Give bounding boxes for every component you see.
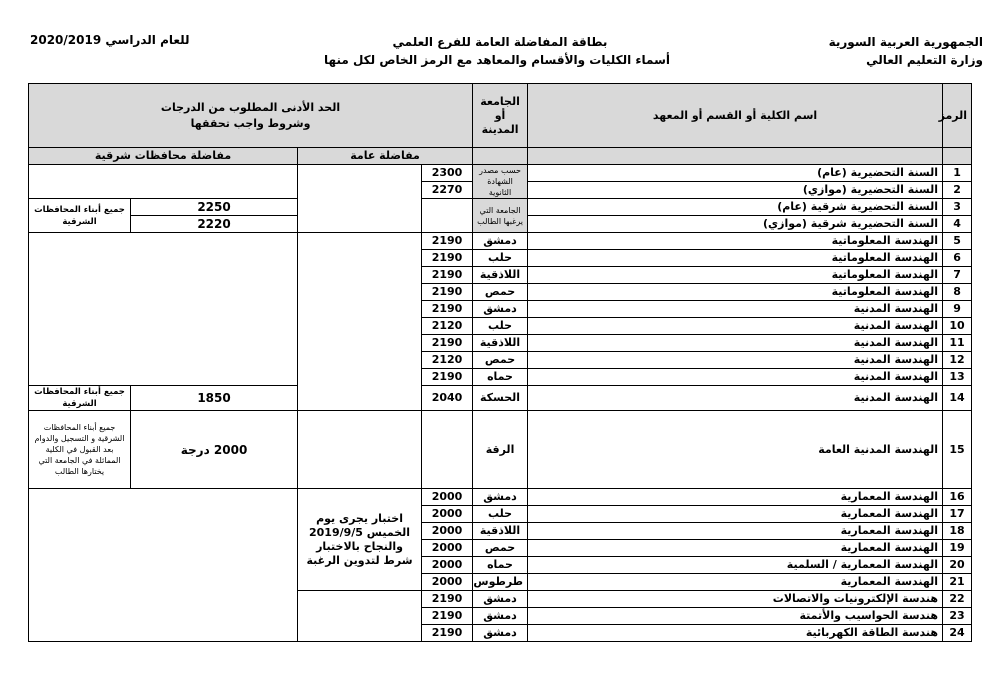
row-score: 2040	[422, 386, 473, 411]
row-score: 2000	[422, 506, 473, 523]
score-empty	[422, 199, 473, 233]
row-code: 13	[943, 369, 972, 386]
row-name: الهندسة المدنية العامة	[528, 411, 943, 489]
card-subtitle: أسماء الكليات والأقسام والمعاهد مع الرمز الخاص لكل منها	[324, 53, 670, 67]
eastern-score: 2000 درجة	[131, 411, 298, 489]
row-name: السنة التحضيرية شرقية (موازي)	[528, 216, 943, 233]
col-min-line1: الحد الأدنى المطلوب من الدرجات	[160, 100, 341, 114]
table-row	[29, 489, 972, 506]
header-right	[829, 33, 983, 69]
row-univ: دمشق	[473, 233, 528, 250]
row-univ: حماه	[473, 369, 528, 386]
row-univ: دمشق	[473, 591, 528, 608]
row-univ: اللاذقية	[473, 267, 528, 284]
row-code: 23	[943, 608, 972, 625]
sub-empty	[528, 148, 943, 165]
row-code: 7	[943, 267, 972, 284]
row-code: 3	[943, 199, 972, 216]
row-score: 2190	[422, 608, 473, 625]
row-name: هندسة الحواسيب والأتمتة	[528, 608, 943, 625]
row-score: 2000	[422, 540, 473, 557]
eastern-note: جميع أبناء المحافظات الشرقية	[29, 386, 131, 411]
row-name: الهندسة المدنية	[528, 386, 943, 411]
row-univ: حلب	[473, 318, 528, 335]
eastern-note: جميع أبناء المحافظات الشرقية	[29, 199, 131, 233]
row-univ: الحسكة	[473, 386, 528, 411]
row-score: 2120	[422, 352, 473, 369]
row-univ: حلب	[473, 506, 528, 523]
row-code: 8	[943, 284, 972, 301]
row-score: 2270	[422, 182, 473, 199]
row-name: هندسة الإلكترونيات والاتصالات	[528, 591, 943, 608]
eastern-score: 2250	[131, 199, 298, 216]
row-name: الهندسة المدنية	[528, 301, 943, 318]
row-code: 17	[943, 506, 972, 523]
eastern-empty	[29, 165, 298, 199]
col-univ-header: الجامعة أو المدينة	[473, 84, 528, 148]
row-name: السنة التحضيرية شرقية (عام)	[528, 199, 943, 216]
univ-choice-note: الجامعة التي يرغبها الطالب	[473, 199, 528, 233]
row-name: الهندسة المعلوماتية	[528, 267, 943, 284]
row-name: الهندسة المدنية	[528, 352, 943, 369]
sub-general-header: مفاضلة عامة	[298, 148, 473, 165]
admission-table	[28, 83, 972, 642]
row-name: السنة التحضيرية (موازي)	[528, 182, 943, 199]
col-name-header: اسم الكلية أو القسم أو المعهد	[528, 84, 943, 148]
row-name: الهندسة المعمارية	[528, 574, 943, 591]
table-row	[29, 165, 972, 182]
table-row	[29, 411, 972, 489]
row-univ: حماه	[473, 557, 528, 574]
row-code: 5	[943, 233, 972, 250]
card-title: بطاقة المفاضلة العامة للفرع العلمي	[392, 35, 608, 49]
row-code: 20	[943, 557, 972, 574]
row-code: 14	[943, 386, 972, 411]
row-univ: اللاذقية	[473, 335, 528, 352]
row-name: الهندسة المعلوماتية	[528, 284, 943, 301]
row-univ: حمص	[473, 284, 528, 301]
row-code: 4	[943, 216, 972, 233]
eastern-empty	[29, 489, 298, 642]
row-score: 2000	[422, 557, 473, 574]
eastern-note-long: جميع أبناء المحافظات الشرقية و التسجيل والدوام بعد القبول في الكلية المماثلة في الجامعة التي يختارها الطالب	[29, 411, 131, 489]
row-code: 1	[943, 165, 972, 182]
row-name: السنة التحضيرية (عام)	[528, 165, 943, 182]
col-min-line2: وشروط واجب تحققها	[190, 116, 311, 130]
year-value: 2020/2019	[30, 33, 102, 47]
general-empty	[298, 591, 422, 642]
row-code: 24	[943, 625, 972, 642]
col-min-header	[29, 84, 473, 148]
row-code: 19	[943, 540, 972, 557]
row-univ: طرطوس	[473, 574, 528, 591]
row-score: 2000	[422, 574, 473, 591]
general-empty	[298, 233, 422, 411]
eastern-score: 1850	[131, 386, 298, 411]
eastern-score: 2220	[131, 216, 298, 233]
row-name: الهندسة المدنية	[528, 335, 943, 352]
score-empty	[422, 411, 473, 489]
row-score: 2120	[422, 318, 473, 335]
row-score: 2190	[422, 591, 473, 608]
sub-empty	[943, 148, 972, 165]
row-name: الهندسة المعمارية	[528, 506, 943, 523]
row-code: 6	[943, 250, 972, 267]
row-score: 2190	[422, 625, 473, 642]
by-cert-note: حسب مصدر الشهادة الثانوية	[473, 165, 528, 199]
republic-name: الجمهورية العربية السورية	[828, 35, 983, 49]
row-score: 2190	[422, 284, 473, 301]
row-code: 22	[943, 591, 972, 608]
row-score: 2000	[422, 489, 473, 506]
row-score: 2190	[422, 335, 473, 352]
row-code: 21	[943, 574, 972, 591]
table-row	[29, 386, 972, 411]
row-code: 9	[943, 301, 972, 318]
row-score: 2190	[422, 233, 473, 250]
row-code: 16	[943, 489, 972, 506]
row-name: الهندسة المعمارية / السلمية	[528, 557, 943, 574]
eastern-empty	[29, 233, 298, 386]
row-code: 11	[943, 335, 972, 352]
row-univ: الرقة	[473, 411, 528, 489]
row-score: 2300	[422, 165, 473, 182]
ministry-name: وزارة التعليم العالي	[866, 53, 983, 67]
row-univ: دمشق	[473, 489, 528, 506]
row-score: 2000	[422, 523, 473, 540]
row-code: 2	[943, 182, 972, 199]
table-row	[29, 199, 972, 216]
row-name: الهندسة المدنية	[528, 369, 943, 386]
row-name: هندسة الطاقة الكهربائية	[528, 625, 943, 642]
row-code: 15	[943, 411, 972, 489]
col-code-header: الرمز	[943, 84, 972, 148]
row-code: 10	[943, 318, 972, 335]
row-univ: دمشق	[473, 608, 528, 625]
row-name: الهندسة المعمارية	[528, 540, 943, 557]
row-score: 2190	[422, 267, 473, 284]
row-score: 2190	[422, 369, 473, 386]
sub-empty	[473, 148, 528, 165]
academic-year	[30, 33, 190, 47]
row-univ: حمص	[473, 540, 528, 557]
row-name: الهندسة المعمارية	[528, 489, 943, 506]
row-score: 2190	[422, 250, 473, 267]
table-row	[29, 233, 972, 250]
row-univ: حلب	[473, 250, 528, 267]
general-empty	[298, 411, 422, 489]
row-univ: اللاذقية	[473, 523, 528, 540]
row-code: 12	[943, 352, 972, 369]
row-code: 18	[943, 523, 972, 540]
header-center	[324, 33, 670, 69]
sub-eastern-header: مفاضلة محافظات شرقية	[29, 148, 298, 165]
row-name: الهندسة المعلوماتية	[528, 250, 943, 267]
row-name: الهندسة المدنية	[528, 318, 943, 335]
general-empty	[298, 165, 422, 233]
row-name: الهندسة المعمارية	[528, 523, 943, 540]
exam-note: اختبار يجرى يوم الخميس 2019/9/5 والنجاح بالاختبار شرط لتدوين الرغبة	[298, 489, 422, 591]
row-univ: دمشق	[473, 625, 528, 642]
row-univ: دمشق	[473, 301, 528, 318]
row-name: الهندسة المعلوماتية	[528, 233, 943, 250]
row-univ: حمص	[473, 352, 528, 369]
year-label: للعام الدراسي	[105, 33, 190, 47]
row-score: 2190	[422, 301, 473, 318]
